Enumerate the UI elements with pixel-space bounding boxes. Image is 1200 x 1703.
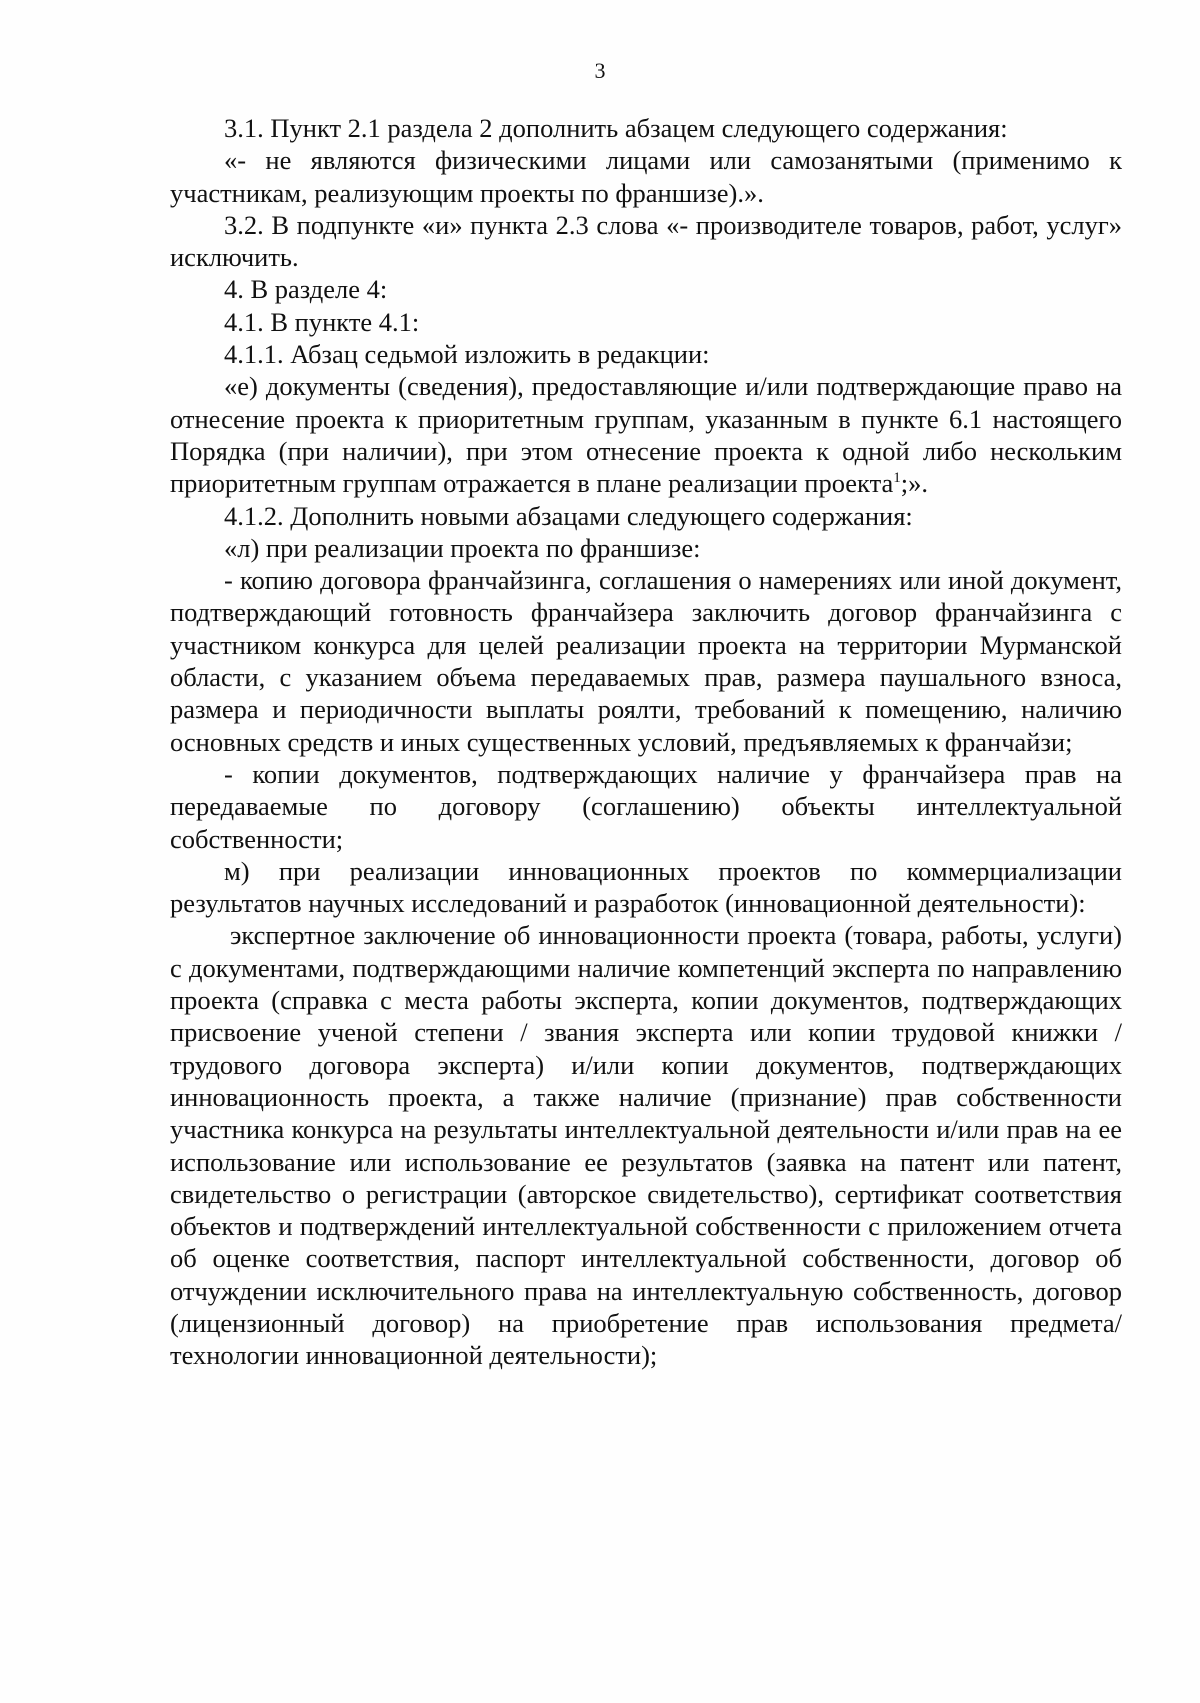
page-number: 3 — [594, 58, 606, 83]
paragraph-4-1-1-text — [170, 370, 1122, 499]
paragraph-3-1: 3.1. Пункт 2.1 раздела 2 дополнить абзацем следующего содержания: — [224, 113, 1008, 143]
subitem-m-text: экспертное заключение об инновационности проекта (товара, работы, услуги) с документами, подтверждающими наличие компетенций эксперта по направлению проекта (справка с места работы эксперта, копии документов, подтверждающих присвоение ученой степени / звания эксперта или копии трудовой книжки / трудового договора эксперта) и/или копии документов, подтверждающих инновационность проекта, а также наличие (признание) прав собственности участника конкурса на результаты интеллектуальной деятельности и/или прав на ее использование или использование ее результатов (заявка на патент или патент, свидетельство о регистрации (авторское свидетельство), сертификат соответствия объектов и подтверждений интеллектуальной собственности с приложением отчета об оценке соответствия, паспорт интеллектуальной собственности, договор об отчуждении исключительного права на интеллектуальную собственность, договор (лицензионный договор) на приобретение прав использования предмета/технологии инновационной деятельности); — [170, 920, 1122, 1371]
document-body — [170, 112, 1122, 1372]
paragraph-4-1-1-text-body: «е) документы (сведения), предоставляющие и/или подтверждающие право на отнесение проекта к приоритетным группам, указанным в пункте 6.1 настоящего Порядка (при наличии), при этом отнесение проекта к одной либо нескольким приоритетным группам отражается в плане реализации проекта — [170, 371, 1122, 499]
footnote-marker: 1 — [893, 470, 901, 487]
subitem-m: м) при реализации инновационных проектов по коммерциализации результатов научных исследований и разработок (инновационной деятельности): — [170, 855, 1122, 919]
paragraph-4-1: 4.1. В пункте 4.1: — [224, 306, 420, 337]
paragraph-3-2: 3.2. В подпункте «и» пункта 2.3 слова «- производителе товаров, работ, услуг» исключить. — [170, 209, 1122, 273]
paragraph-4-1-1: 4.1.1. Абзац седьмой изложить в редакции: — [224, 339, 710, 370]
subitem-l: «л) при реализации проекта по франшизе: — [224, 532, 701, 563]
subitem-l-dash-1: - копию договора франчайзинга, соглашения о намерениях или иной документ, подтверждающий готовность франчайзера заключить договор франчайзинга с участником конкурса для целей реализации проекта на территории Мурманской области, с указанием объема передаваемых прав, размера паушального взноса, размера и периодичности выплаты роялти, требований к помещению, наличию основных средств и иных существенных условий, предъявляемых к франчайзи; — [170, 565, 1122, 757]
subitem-l-dash-2: - копии документов, подтверждающих наличие у франчайзера прав на передаваемые по договору (соглашению) объекты интеллектуальной собственности; — [170, 758, 1122, 854]
paragraph-3-1-text: «- не являются физическими лицами или самозанятыми (применимо к участникам, реализующим проекты по франшизе).». — [170, 145, 1122, 208]
paragraph-4-1-2: 4.1.2. Дополнить новыми абзацами следующего содержания: — [224, 500, 913, 531]
paragraph-4-1-1-text-end: ;». — [900, 468, 928, 499]
paragraph-4: 4. В разделе 4: — [224, 274, 388, 305]
